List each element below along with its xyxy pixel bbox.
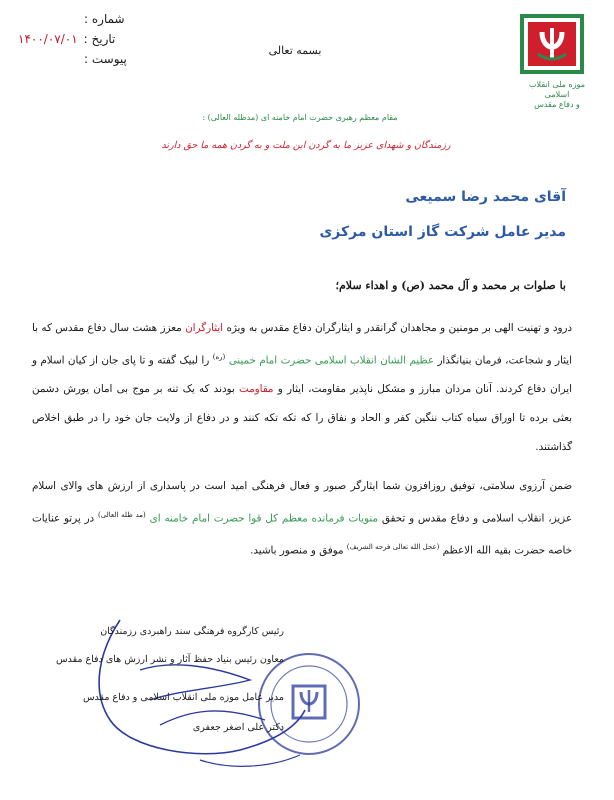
date-value: ۱۴۰۰/۰۷/۰۱ [18, 32, 78, 46]
attachment-label: پیوست : [84, 52, 127, 66]
date-row [18, 32, 148, 46]
museum-logo [520, 14, 594, 110]
highlight-moghavemat: مقاومت [238, 383, 274, 396]
greeting: با صلوات بر محمد و آل محمد (ص) و اهداء سلام؛ [335, 279, 566, 292]
logo-caption: موزه ملی انقلاب اسلامی و دفاع مقدس [529, 80, 585, 109]
body-paragraph-1: درود و تهنیت الهی بر مومنین و مجاهدان گرانقدر و ایثارگران دفاع مقدس به ویژه ایثارگران معزز هشت سال دفاع مقدس که با ایثار و شجاعت، فرمان بنیانگذار عظیم الشان انقلاب اسلامی حضرت امام خمینی $^{(ره)}$ را لبیک گفته و تا پای جان از کیان اسلام و ایران دفاع کردند. آنان مردان مبارز و مشکل ناپذیر مقاومت، ایثار و مقاومت بودند که یک تنه بر موج بی امان یورش دشمن بعثی برده تا اوراق سیاه کتاب ننگین کفر و الحاد و نفاق را که تکه تکه کنند و در دفاع از ولایت جان خود را در طبق اخلاص گذاشتند. [32, 322, 572, 454]
letter-meta [18, 12, 148, 72]
highlight-imam-khomeini: عظیم الشان انقلاب اسلامی حضرت امام خمینی [228, 354, 434, 367]
attachment-row [18, 52, 148, 66]
signature-line-1: رئیس کارگروه فرهنگی سند راهبردی رزمندگان [100, 626, 284, 637]
signature-line-2: معاون رئیس بنیاد حفظ آثار و نشر ارزش های دفاع مقدس [55, 654, 284, 665]
quote-author: مقام معظم رهبری حضرت امام خامنه ای (مدظله العالی) : [202, 113, 398, 122]
bismillah: بسمه تعالی [268, 44, 322, 57]
signature-line-3: مدیر عامل موزه ملی انقلاب اسلامی و دفاع مقدس [82, 692, 284, 703]
signatory-name: دکتر علی اصغر جعفری [192, 722, 284, 733]
date-label: تاریخ : [83, 32, 116, 46]
number-row [18, 12, 148, 26]
body-paragraph-2: ضمن آرزوی سلامتی، توفیق روزافزون شما ایثارگر صبور و فعال فرهنگی امید است در پاسداری از ارزش های والای اسلام عزیز، انقلاب اسلامی و دفاع مقدس و تحقق منویات فرمانده معظم کل قوا حضرت امام خامنه ای $^{(مد ظله العالی)}$ در پرتو عنایات خاصه حضرت بقیه الله الاعظم $^{(عجل الله تعالی فرجه الشریف)}$ موفق و منصور باشید. [32, 480, 572, 557]
leader-quote: رزمندگان و شهدای عزیز ما به گردن این ملت و به گردن همه ما حق دارند [161, 140, 451, 151]
number-label: شماره : [84, 12, 125, 26]
highlight-supreme-leader: منویات فرمانده معظم کل قوا حضرت امام خامنه ای [149, 512, 378, 525]
museum-emblem-icon [520, 14, 584, 74]
recipient-title: مدیر عامل شرکت گاز استان مرکزی [319, 224, 566, 240]
recipient-name: آقای محمد رضا سمیعی [405, 189, 566, 205]
highlight-isargaran: ایثارگران [185, 322, 224, 334]
